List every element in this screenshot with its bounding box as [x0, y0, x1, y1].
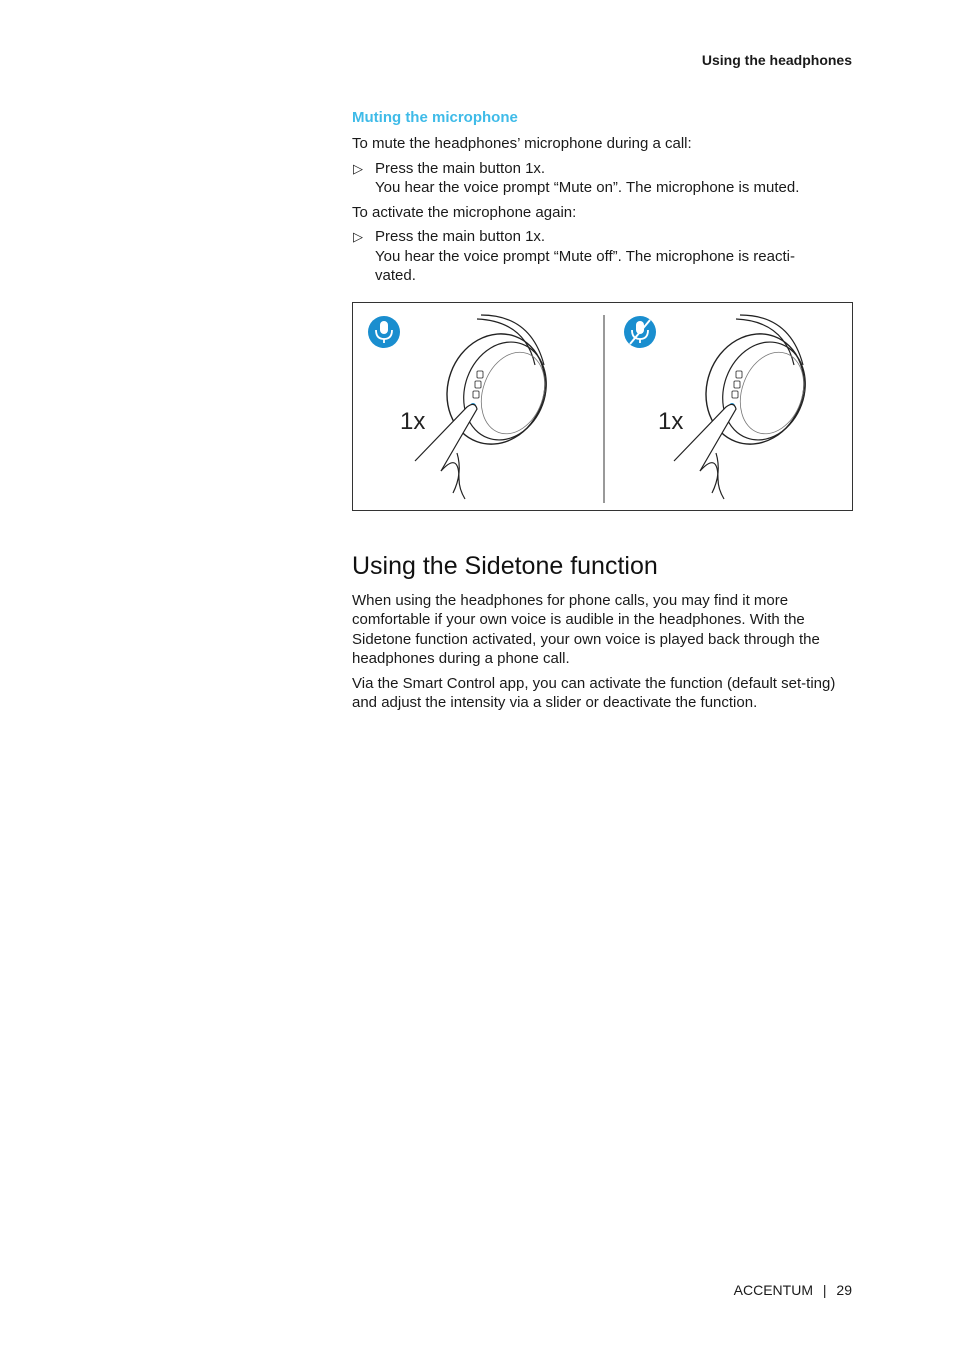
running-header: Using the headphones	[701, 52, 852, 68]
headphone-illustration	[353, 303, 852, 510]
step-result-cont: vated.	[375, 267, 416, 284]
mic-off-panel	[624, 315, 819, 499]
footer-product: ACCENTUM	[733, 1282, 813, 1298]
press-count-label: 1x	[400, 407, 426, 435]
main-content	[352, 108, 854, 718]
reactivate-intro: To activate the microphone again:	[352, 203, 577, 221]
footer-separator: |	[822, 1282, 827, 1298]
microphone-muted-icon	[624, 316, 656, 348]
page-number: 29	[836, 1282, 852, 1298]
illustration-figure	[352, 302, 853, 511]
muting-intro: To mute the headphones’ microphone during a call:	[352, 135, 692, 152]
page-footer	[734, 1282, 852, 1298]
step-action: Press the main button 1x.	[375, 159, 546, 177]
step-result: You hear the voice prompt “Mute off”. The microphone is reacti-	[375, 247, 795, 265]
sidetone-paragraph-1: When using the headphones for phone calls, you may find it more comfortable if your own voice is audible in the headphones. With the Sidetone function activated, your own voice is played back through the headphones during a phone call.	[352, 591, 820, 667]
subheading-muting: Muting the microphone	[352, 109, 518, 126]
instruction-step	[352, 227, 854, 286]
section-title-sidetone: Using the Sidetone function	[352, 551, 658, 580]
triangle-bullet-icon: ▷	[353, 160, 363, 176]
press-count-label: 1x	[658, 407, 684, 435]
microphone-icon	[368, 316, 400, 348]
sidetone-paragraph-2: Via the Smart Control app, you can activate the function (default set-ting) and adjust the intensity via a slider or deactivate the function.	[352, 674, 836, 711]
step-result: You hear the voice prompt “Mute on”. The microphone is muted.	[375, 179, 800, 196]
step-action: Press the main button 1x.	[375, 228, 546, 245]
mic-on-panel	[368, 315, 560, 499]
triangle-bullet-icon: ▷	[353, 229, 363, 244]
instruction-step	[352, 159, 854, 198]
